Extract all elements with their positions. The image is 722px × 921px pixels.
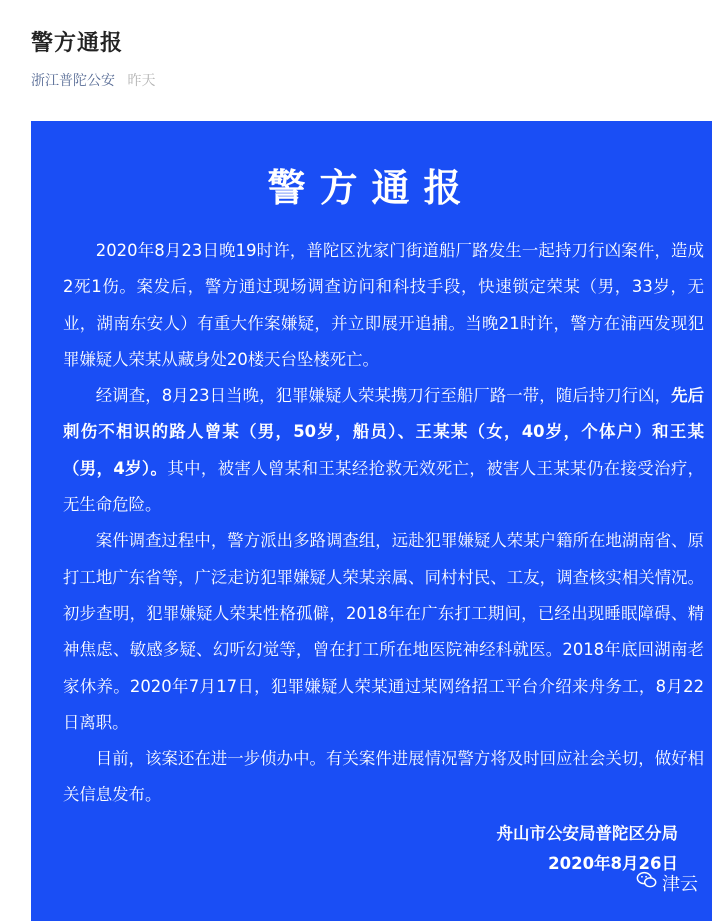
- paragraph-1: 2020年8月23日晚19时许，普陀区沈家门街道船厂路发生一起持刀行凶案件，造成2死1伤。案发后，警方通过现场调查访问和科技手段，快速锁定荣某（男，33岁，无业，湖南东安人）有重大作案嫌疑，并立即展开追捕。当晚21时许，警方在浦西发现犯罪嫌疑人荣某从藏身处20楼天台坠楼死亡。: [63, 241, 704, 369]
- article-title: 警方通报: [31, 31, 124, 56]
- p2-bold: 先后刺伤不相识的路人曾某（男，50岁，船员）、王某某（女，40岁，个体户）和王某（男，4岁）。: [63, 386, 704, 478]
- paragraph-2: [63, 378, 704, 523]
- paragraph-3: 案件调查过程中，警方派出多路调查组，远赴犯罪嫌疑人荣某户籍所在地湖南省、原打工地广东省等，广泛走访犯罪嫌疑人荣某亲属、同村村民、工友，调查核实相关情况。初步查明，犯罪嫌疑人荣某性格孤僻，2018年在广东打工期间，已经出现睡眠障碍、精神焦虑、敏感多疑、幻听幻觉等，曾在打工所在地医院神经科就医。2018年底回湖南老家休养。2020年7月17日，犯罪嫌疑人荣某通过某网络招工平台介绍来舟务工，8月22日离职。: [63, 531, 704, 732]
- notice-body: [63, 233, 704, 814]
- publish-time: 昨天: [127, 73, 156, 89]
- issue-date: 2020年8月26日: [548, 854, 678, 873]
- wechat-icon: [636, 869, 658, 896]
- watermark-text: 津云: [662, 873, 698, 895]
- p2-text: 经调查，8月23日当晚，犯罪嫌疑人荣某携刀行至船厂路一带，随后持刀行凶，: [95, 386, 672, 406]
- notice-title: 警方通报: [267, 166, 476, 210]
- article-meta: [31, 70, 155, 90]
- watermark: [636, 869, 698, 896]
- issuer: 舟山市公安局普陀区分局: [496, 824, 678, 843]
- notice-image: [31, 121, 712, 921]
- paragraph-4: 目前，该案还在进一步侦办中。有关案件进展情况警方将及时回应社会关切，做好相关信息发布。: [63, 749, 704, 805]
- account-link[interactable]: 浙江普陀公安: [31, 73, 115, 89]
- p2-text-end: 其中，被害人曾某和王某经抢救无效死亡，被害人王某某仍在接受治疗，无生命危险。: [63, 458, 704, 515]
